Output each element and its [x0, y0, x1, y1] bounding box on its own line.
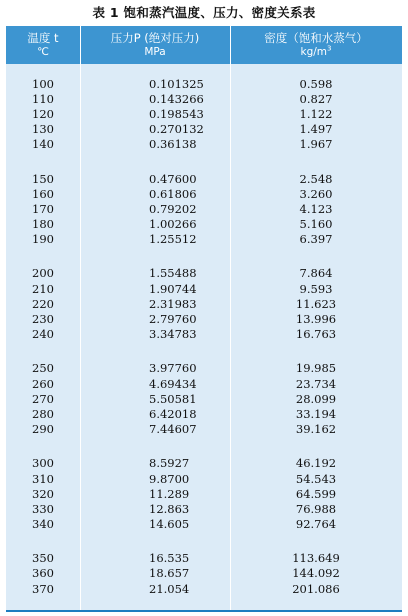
- header-pressure-label: 压力P (绝对压力): [110, 31, 200, 45]
- steam-table: [6, 26, 402, 612]
- cell-temperature: 100: [32, 76, 54, 91]
- cell-pressure: 1.90744: [149, 281, 197, 296]
- cell-pressure: 0.79202: [149, 201, 197, 216]
- cell-density: 113.649: [292, 551, 340, 566]
- table-row: [6, 137, 402, 152]
- table-row: [6, 501, 402, 516]
- cell-temperature: 310: [32, 471, 54, 486]
- cell-temperature: 370: [32, 581, 54, 596]
- cell-pressure: 6.42018: [149, 406, 197, 421]
- row-group: [6, 171, 402, 247]
- header-pressure: [80, 26, 230, 64]
- header-density-unit-base: kg/m: [300, 46, 328, 58]
- table-row: [6, 76, 402, 91]
- table-row: [6, 91, 402, 106]
- cell-density: 9.593: [299, 281, 333, 296]
- table-body: [6, 64, 402, 596]
- header-density-label: 密度（饱和水蒸气）: [264, 31, 368, 45]
- cell-pressure: 21.054: [149, 581, 190, 596]
- table-title: 表 1 饱和蒸汽温度、压力、密度关系表: [92, 5, 316, 20]
- cell-temperature: 140: [32, 137, 54, 152]
- cell-pressure: 0.101325: [149, 76, 204, 91]
- cell-temperature: 150: [32, 171, 54, 186]
- table-row: [6, 422, 402, 437]
- cell-temperature: 220: [32, 296, 54, 311]
- cell-temperature: 230: [32, 312, 54, 327]
- cell-temperature: 240: [32, 327, 54, 342]
- cell-density: 1.967: [299, 137, 333, 152]
- cell-temperature: 280: [32, 406, 54, 421]
- cell-density: 13.996: [295, 312, 337, 327]
- cell-density: 11.623: [295, 296, 337, 311]
- cell-temperature: 260: [32, 376, 54, 391]
- cell-pressure: 9.8700: [149, 471, 190, 486]
- header-density-unit-exponent: 3: [327, 44, 332, 53]
- cell-temperature: 320: [32, 486, 54, 501]
- cell-density: 19.985: [295, 361, 337, 376]
- cell-temperature: 350: [32, 551, 54, 566]
- cell-pressure: 1.00266: [149, 217, 197, 232]
- table-row: [6, 122, 402, 137]
- cell-density: 144.092: [292, 566, 340, 581]
- table-row: [6, 517, 402, 532]
- cell-pressure: 0.61806: [149, 186, 197, 201]
- table-row: [6, 266, 402, 281]
- cell-pressure: 3.34783: [149, 327, 197, 342]
- cell-temperature: 360: [32, 566, 54, 581]
- table-row: [6, 171, 402, 186]
- cell-pressure: 0.143266: [149, 91, 204, 106]
- cell-density: 92.764: [295, 517, 337, 532]
- cell-temperature: 180: [32, 217, 54, 232]
- cell-density: 76.988: [295, 501, 337, 516]
- row-group: [6, 551, 402, 597]
- table-row: [6, 281, 402, 296]
- cell-pressure: 11.289: [149, 486, 190, 501]
- header-temperature-label: 温度 t: [27, 31, 59, 45]
- table-row: [6, 376, 402, 391]
- cell-pressure: 0.198543: [149, 106, 204, 121]
- table-row: [6, 581, 402, 596]
- cell-pressure: 2.31983: [149, 296, 197, 311]
- cell-pressure: 18.657: [149, 566, 190, 581]
- cell-pressure: 4.69434: [149, 376, 197, 391]
- cell-density: 201.086: [292, 581, 340, 596]
- cell-density: 0.827: [299, 91, 333, 106]
- cell-pressure: 12.863: [149, 501, 190, 516]
- header-density: [230, 26, 402, 64]
- cell-density: 23.734: [295, 376, 337, 391]
- row-group: [6, 361, 402, 437]
- table-row: [6, 406, 402, 421]
- cell-pressure: 3.97760: [149, 361, 197, 376]
- cell-temperature: 160: [32, 186, 54, 201]
- cell-temperature: 170: [32, 201, 54, 216]
- cell-temperature: 330: [32, 501, 54, 516]
- cell-pressure: 0.270132: [149, 122, 204, 137]
- cell-density: 16.763: [295, 327, 337, 342]
- table-row: [6, 311, 402, 326]
- header-temperature: [6, 26, 80, 64]
- cell-temperature: 270: [32, 391, 54, 406]
- table-header: [6, 26, 402, 64]
- cell-temperature: 210: [32, 281, 54, 296]
- cell-density: 4.123: [299, 201, 333, 216]
- cell-density: 5.160: [299, 217, 333, 232]
- cell-pressure: 7.44607: [149, 422, 197, 437]
- cell-density: 3.260: [299, 186, 333, 201]
- cell-pressure: 14.605: [149, 517, 190, 532]
- cell-temperature: 300: [32, 456, 54, 471]
- cell-pressure: 1.55488: [149, 266, 197, 281]
- table-row: [6, 186, 402, 201]
- cell-density: 54.543: [295, 471, 337, 486]
- table-row: [6, 296, 402, 311]
- table-row: [6, 327, 402, 342]
- cell-pressure: 1.25512: [149, 232, 197, 247]
- cell-temperature: 200: [32, 266, 54, 281]
- row-group: [6, 266, 402, 342]
- cell-pressure: 0.47600: [149, 171, 197, 186]
- row-group: [6, 76, 402, 152]
- table-row: [6, 551, 402, 566]
- cell-temperature: 130: [32, 122, 54, 137]
- cell-density: 28.099: [295, 391, 337, 406]
- header-density-unit: [301, 45, 332, 59]
- table-row: [6, 471, 402, 486]
- row-group: [6, 456, 402, 532]
- cell-density: 1.497: [299, 122, 333, 137]
- cell-pressure: 8.5927: [149, 456, 190, 471]
- cell-density: 0.598: [299, 76, 333, 91]
- cell-temperature: 290: [32, 422, 54, 437]
- cell-density: 64.599: [295, 486, 337, 501]
- cell-density: 46.192: [295, 456, 337, 471]
- header-pressure-unit: MPa: [144, 46, 166, 58]
- cell-pressure: 5.50581: [149, 391, 197, 406]
- cell-pressure: 2.79760: [149, 312, 197, 327]
- table-row: [6, 106, 402, 121]
- table-row: [6, 361, 402, 376]
- cell-density: 7.864: [299, 266, 333, 281]
- cell-temperature: 340: [32, 517, 54, 532]
- cell-temperature: 120: [32, 106, 54, 121]
- cell-temperature: 110: [32, 91, 54, 106]
- table-row: [6, 566, 402, 581]
- cell-density: 39.162: [295, 422, 337, 437]
- table-row: [6, 232, 402, 247]
- header-temperature-unit: ℃: [37, 46, 49, 58]
- cell-density: 1.122: [299, 106, 333, 121]
- cell-density: 33.194: [295, 406, 337, 421]
- cell-pressure: 16.535: [149, 551, 190, 566]
- table-row: [6, 391, 402, 406]
- cell-temperature: 190: [32, 232, 54, 247]
- table-row: [6, 456, 402, 471]
- cell-pressure: 0.36138: [149, 137, 197, 152]
- cell-temperature: 250: [32, 361, 54, 376]
- table-row: [6, 486, 402, 501]
- cell-density: 6.397: [299, 232, 333, 247]
- cell-density: 2.548: [299, 171, 333, 186]
- table-row: [6, 217, 402, 232]
- table-row: [6, 201, 402, 216]
